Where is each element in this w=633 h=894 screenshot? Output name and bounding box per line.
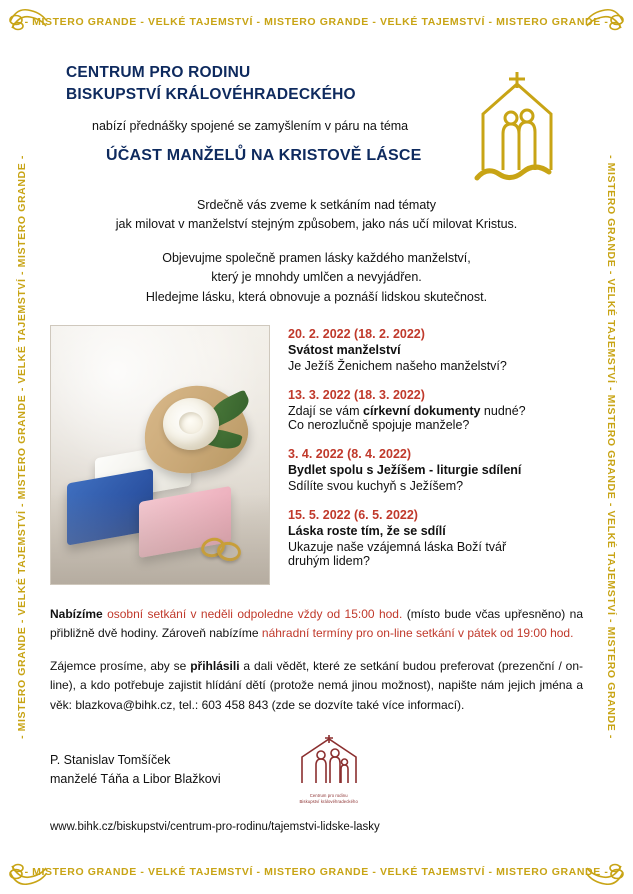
website-url[interactable]: www.bihk.cz/biskupstvi/centrum-pro-rodinu/tajemstvi-lidske-lasky xyxy=(50,820,380,833)
registration-paragraph xyxy=(50,657,583,715)
event-description: Sdílíte svou kuchyň s Ježíšem? xyxy=(288,478,464,493)
event-topic: Svátost manželství xyxy=(288,342,401,357)
event-description xyxy=(288,404,583,418)
frame-right-band xyxy=(589,44,633,850)
list-item xyxy=(288,508,583,568)
poster-content xyxy=(50,48,583,846)
list-item xyxy=(288,327,583,373)
p2-line-1: Objevujme společně pramen lásky každého manželství, xyxy=(162,250,471,265)
desc-pre: Zdají se vám xyxy=(288,403,364,418)
event-date: 13. 3. 2022 (18. 3. 2022) xyxy=(288,387,425,402)
event-topic: Bydlet spolu s Ježíšem - liturgie sdílení xyxy=(288,462,522,477)
events-list xyxy=(288,325,583,585)
family-logo-icon xyxy=(294,733,364,787)
main-title: ÚČAST MANŽELŮ NA KRISTOVĚ LÁSCE xyxy=(106,146,422,164)
offer-middle: (místo bude včas upřesněno) na přibližně dvě hodiny. Zároveň nabízíme xyxy=(50,606,583,641)
event-date: 3. 4. 2022 (8. 4. 2022) xyxy=(288,446,412,461)
frame-top-text: - MISTERO GRANDE - VELKÉ TAJEMSTVÍ - MISTERO GRANDE - VELKÉ TAJEMSTVÍ - MISTERO GRANDE - xyxy=(24,16,609,28)
offer-paragraph xyxy=(50,605,583,643)
signature-row xyxy=(50,733,583,805)
invite-line-2: jak milovat v manželství stejným způsobem, jako nás učí milovat Kristus. xyxy=(115,217,518,232)
offer-highlight-2: náhradní termíny pro on-line setkání v pátek od 19:00 hod. xyxy=(261,626,574,641)
middle-section xyxy=(50,325,583,585)
frame-bottom-text: - MISTERO GRANDE - VELKÉ TAJEMSTVÍ - MISTERO GRANDE - VELKÉ TAJEMSTVÍ - MISTERO GRANDE - xyxy=(24,866,609,878)
frame-bottom-band xyxy=(0,850,633,894)
frame-left-band xyxy=(0,44,44,850)
event-topic: Láska roste tím, že se sdílí xyxy=(288,523,446,538)
registration-post: a dali vědět, které ze setkání budou preferovat (prezenční / on-line), a kdo potřebuje zajistit hlídání dětí (protože nemá jinou možnost), napište nám jejich jména a věk: blazkova@bihk.cz, tel.: 603 458 843 (zde se dozvíte také více informací). xyxy=(50,659,583,712)
frame-left-text: - MISTERO GRANDE - VELKÉ TAJEMSTVÍ - MISTERO GRANDE - VELKÉ TAJEMSTVÍ - MISTERO GRANDE - xyxy=(16,155,29,739)
subtitle: nabízí přednášky spojené se zamyšlením v páru na téma xyxy=(92,118,409,133)
scroll-ornament-icon xyxy=(6,2,50,42)
signature-line-2: manželé Táňa a Libor Blažkovi xyxy=(50,772,221,787)
centrum-pro-rodinu-logo xyxy=(281,733,377,805)
invitation-paragraph xyxy=(98,196,535,235)
scroll-ornament-icon xyxy=(6,852,50,892)
event-description: Je Ježíš Ženichem našeho manželství? xyxy=(288,358,507,373)
small-logo-caption-1: Centrum pro rodinu xyxy=(309,792,348,798)
desc-post: nudné? xyxy=(480,403,526,418)
rose-flower xyxy=(163,398,219,450)
church-logo-icon xyxy=(457,66,575,184)
offer-highlight-1: osobní setkání v neděli odpoledne vždy od 15:00 hod. xyxy=(107,606,403,621)
org-title-line2: BISKUPSTVÍ KRÁLOVÉHRADECKÉHO xyxy=(66,86,356,104)
invite-line-1: Srdečně vás zveme k setkáním nad tématy xyxy=(197,198,436,212)
p2-line-3: Hledejme lásku, která obnovuje a poznáší lidskou skutečnost. xyxy=(145,289,488,304)
small-logo-caption-2: Biskupství královéhradeckého xyxy=(299,799,358,805)
desc-bold: církevní dokumenty xyxy=(363,403,481,418)
event-date: 15. 5. 2022 (6. 5. 2022) xyxy=(288,507,418,522)
p2-line-2: který je mnohdy umlčen a nevyjádřen. xyxy=(211,270,422,285)
event-description-2: Co nerozlučně spojuje manžele? xyxy=(288,417,470,432)
org-title-line1: CENTRUM PRO RODINU xyxy=(66,64,251,81)
registration-pre: Zájemce prosíme, aby se xyxy=(50,659,191,674)
event-description: Ukazuje naše vzájemná láska Boží tvář xyxy=(288,539,507,554)
wedding-photo xyxy=(50,325,270,585)
offer-bold: Nabízíme xyxy=(50,606,103,621)
scroll-ornament-icon xyxy=(583,852,627,892)
list-item xyxy=(288,388,583,432)
header-block xyxy=(50,62,583,182)
signature-line-1: P. Stanislav Tomšíček xyxy=(50,752,171,767)
scroll-ornament-icon xyxy=(583,2,627,42)
frame-right-text: - MISTERO GRANDE - VELKÉ TAJEMSTVÍ - MISTERO GRANDE - VELKÉ TAJEMSTVÍ - MISTERO GRANDE - xyxy=(605,155,618,739)
registration-bold: přihlásili xyxy=(190,659,240,674)
event-description-2: druhým lidem? xyxy=(288,553,370,568)
signature-block xyxy=(50,751,221,790)
second-paragraph xyxy=(80,249,553,307)
list-item xyxy=(288,447,583,493)
frame-top-band xyxy=(0,0,633,44)
event-date: 20. 2. 2022 (18. 2. 2022) xyxy=(288,326,425,341)
